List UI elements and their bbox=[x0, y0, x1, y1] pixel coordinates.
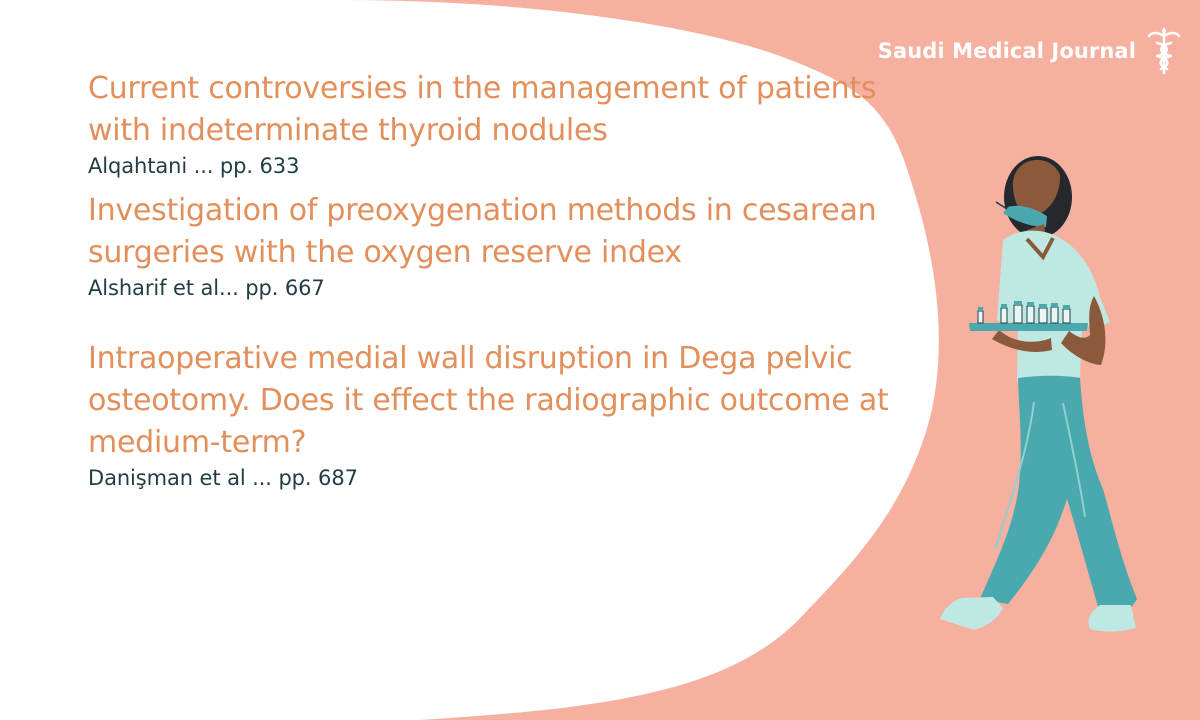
article-dega-osteotomy bbox=[88, 338, 918, 492]
article-title: Investigation of preoxygenation methods in cesarean surgeries with the oxygen reserve index bbox=[88, 193, 877, 270]
article-title: Current controversies in the management of patients with indeterminate thyroid nodules bbox=[88, 71, 877, 148]
nurse-illustration bbox=[935, 145, 1185, 650]
caduceus-icon bbox=[1146, 26, 1182, 76]
journal-name: Saudi Medical Journal bbox=[877, 39, 1136, 63]
featured-articles bbox=[88, 68, 918, 492]
article-thyroid-nodules bbox=[88, 68, 918, 180]
article-authors-pages: Danişman et al ... pp. 687 bbox=[88, 466, 358, 490]
article-title: Intraoperative medial wall disruption in Dega pelvic osteotomy. Does it effect the radiographic outcome at medium-term? bbox=[88, 341, 889, 460]
article-authors-pages: Alqahtani ... pp. 633 bbox=[88, 154, 300, 178]
article-preoxygenation bbox=[88, 190, 918, 302]
journal-branding bbox=[878, 26, 1182, 76]
article-authors-pages: Alsharif et al... pp. 667 bbox=[88, 276, 325, 300]
